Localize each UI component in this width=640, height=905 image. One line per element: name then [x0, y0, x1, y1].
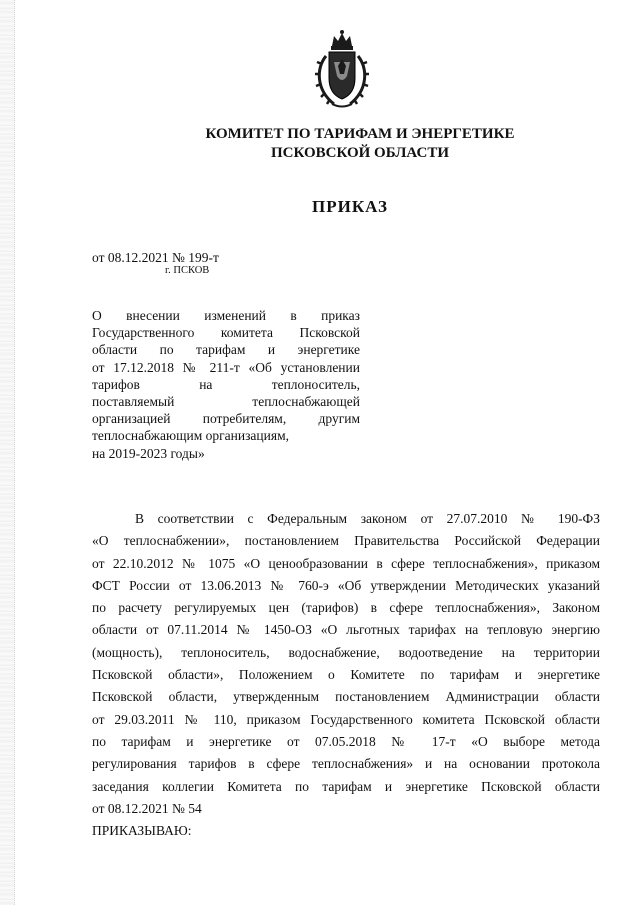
- body-line: «О теплоснабжении», постановлением Правительства Российской Федерации: [92, 533, 600, 549]
- order-date-number: от 08.12.2021 № 199-т: [92, 250, 219, 265]
- subject-line: области по тарифам и энергетике: [92, 342, 360, 358]
- subject-line: на 2019-2023 годы»: [92, 445, 205, 461]
- body-line: области от 07.11.2014 № 1450-ОЗ «О льготных тарифах на тепловую энергию: [92, 622, 600, 638]
- coat-of-arms-emblem: [314, 28, 370, 110]
- subject-line: от 17.12.2018 № 211-т «Об установлении: [92, 359, 360, 375]
- org-line-2: ПСКОВСКОЙ ОБЛАСТИ: [270, 145, 450, 161]
- order-subject: [92, 307, 360, 462]
- subject-line: О внесении изменений в приказ: [92, 308, 360, 323]
- order-word: ПРИКАЗЫВАЮ:: [92, 823, 192, 839]
- body-line: по тарифам и энергетике от 07.05.2018 № 17-т «О выборе метода: [92, 733, 600, 749]
- body-line: по расчету регулируемых цен (тарифов) в сфере теплоснабжения», Законом: [92, 600, 600, 616]
- preamble-paragraph: [92, 508, 600, 842]
- city-name: г. ПСКОВ: [165, 265, 210, 276]
- body-line: ФСТ России от 13.06.2013 № 760-э «Об утверждении Методических указаний: [92, 577, 600, 593]
- subject-line: Государственного комитета Псковской: [92, 325, 360, 341]
- body-line: Псковской области, утвержденным постановлением Администрации области: [92, 689, 600, 705]
- document-type: ПРИКАЗ: [312, 197, 388, 216]
- body-line: регулирования тарифов в сфере теплоснабжения» и на основании протокола: [92, 756, 600, 772]
- body-line: от 22.10.2012 № 1075 «О ценообразовании в сфере теплоснабжения», приказом: [92, 555, 600, 571]
- subject-line: организацией потребителям, другим: [92, 411, 360, 427]
- body-line: заседания коллегии Комитета по тарифам и энергетике Псковской области: [92, 778, 600, 794]
- scan-margin: [0, 0, 15, 905]
- body-line: В соответствии с Федеральным законом от 27.07.2010 № 190-ФЗ: [135, 511, 600, 526]
- subject-line: поставляемый теплоснабжающей: [92, 394, 360, 410]
- org-line-1: КОМИТЕТ ПО ТАРИФАМ И ЭНЕРГЕТИКЕ: [205, 126, 515, 142]
- body-line: от 29.03.2011 № 110, приказом Государственного комитета Псковской области: [92, 711, 600, 727]
- subject-line: тарифов на теплоноситель,: [92, 376, 360, 392]
- body-line: (мощность), теплоноситель, водоснабжение, водоотведение на территории: [92, 644, 600, 660]
- organization-name: [160, 125, 560, 163]
- body-line: от 08.12.2021 № 54: [92, 800, 202, 816]
- subject-line: теплоснабжающим организациям,: [92, 428, 290, 444]
- body-line: Псковской области», Положением о Комитете по тарифам и энергетике: [92, 667, 600, 683]
